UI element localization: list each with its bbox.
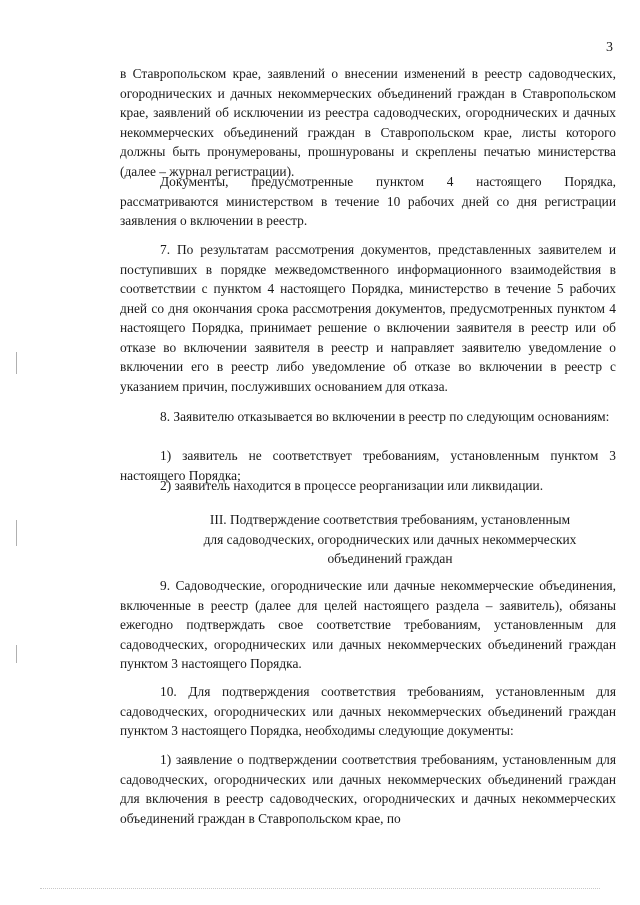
paragraph-10-item-1: 1) заявление о подтверждении соответствия требованиям, установленным для садоводческих, огороднических или дачных некоммерческих объединений граждан для включения в реестр садоводческих, огороднических и дачных некоммерческих объединений граждан в Ставропольском крае, по (120, 752, 616, 826)
paragraph-10: 10. Для подтверждения соответствия требованиям, установленным для садоводческих, огороднических или дачных некоммерческих объединений граждан пунктом 3 настоящего Порядка, необходимы следующие документы: (120, 684, 616, 738)
scan-margin-mark (16, 520, 17, 546)
paragraph-8-item-2: 2) заявитель находится в процессе реорганизации или ликвидации. (160, 478, 544, 493)
paragraph-documents-review: Документы, предусмотренные пунктом 4 настоящего Порядка, рассматриваются министерством в течение 10 рабочих дней со дня регистрации заявления о включении в реестр. (120, 174, 616, 228)
scan-margin-mark (16, 645, 17, 663)
paragraph-9: 9. Садоводческие, огороднические или дачные некоммерческие объединения, включенные в реестр (далее для целей настоящего раздела – заявитель), обязаны ежегодно подтверждать свое соответствие требованиям, установленным для садоводческих, огороднических или дачных некоммерческих объединений граждан пунктом 3 настоящего Порядка. (120, 578, 616, 671)
scan-bottom-noise (40, 888, 600, 890)
paragraph-8: 8. Заявителю отказывается во включении в реестр по следующим основаниям: (160, 409, 610, 424)
scan-margin-mark (16, 352, 17, 374)
paragraph-continuation: в Ставропольском крае, заявлений о внесении изменений в реестр садоводческих, огороднических и дачных некоммерческих объединений граждан в Ставропольском крае, заявлений об исключении из реестра садоводческих, огороднических и дачных некоммерческих объединений граждан в Ставропольском крае, листы которого должны быть пронумерованы, прошнурованы и скреплены печатью министерства (далее – журнал регистрации). (120, 66, 616, 179)
section-heading: III. Подтверждение соответствия требованиям, установленным для садоводческих, огороднических или дачных некоммерческих объединений граждан (203, 512, 577, 566)
paragraph-7: 7. По результатам рассмотрения документов, представленных заявителем и поступивших в порядке межведомственного информационного взаимодействия в соответствии с пунктом 4 настоящего Порядка, министерство в течение 5 рабочих дней со дня окончания срока рассмотрения документов, предусмотренных пунктом 4 настоящего Порядка, принимает решение о включении заявителя в реестр или об отказе во включении заявителя в реестр и направляет заявителю уведомление о включении его в реестр либо уведомление об отказе во включении в реестр с указанием причин, послуживших основанием для отказа. (120, 242, 616, 394)
page-number: 3 (606, 40, 613, 55)
paragraph-8-item-1: 1) заявитель не соответствует требованиям, установленным пунктом 3 настоящего Порядка; (120, 448, 616, 483)
